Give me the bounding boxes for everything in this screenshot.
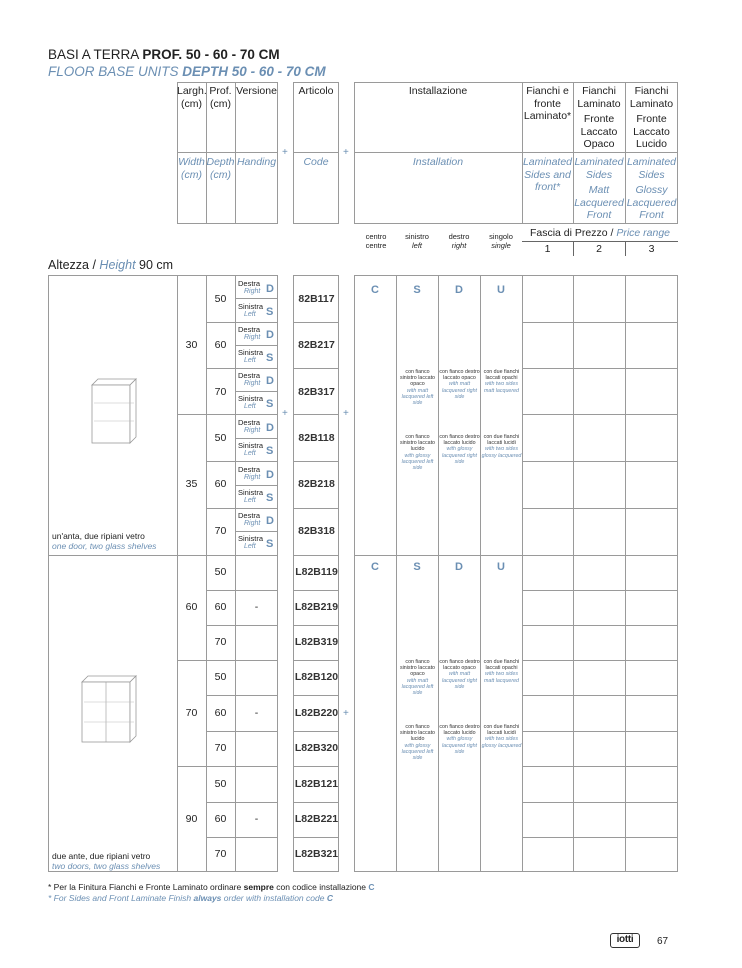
note-it: con fianco destro laccato opaco: [439, 659, 480, 672]
price-range-3: 3: [648, 243, 655, 255]
plus-sign: +: [343, 408, 349, 419]
depth-value: 70: [214, 848, 227, 860]
version-code-d: D: [266, 469, 274, 481]
height-label-en: Height: [99, 258, 136, 272]
note-matt-right: [439, 369, 480, 400]
version-left-it: Sinistra: [238, 441, 264, 450]
title-en-bold: DEPTH 50 - 60 - 70 CM: [182, 64, 326, 79]
version-left-en: Left: [244, 497, 256, 504]
note-matt-right: [439, 659, 480, 690]
version-code-s: S: [266, 352, 274, 364]
version-right: [238, 280, 260, 296]
version-code-d: D: [266, 422, 274, 434]
price-range-label: [522, 227, 678, 239]
article-code: L82B119: [295, 566, 338, 578]
install-code-it: sinistro: [405, 232, 429, 241]
depth-value: 60: [214, 601, 227, 613]
version-right: [238, 419, 260, 435]
header-installation-it: Installazione: [408, 85, 468, 97]
version-right: [238, 326, 260, 342]
note-matt-two: [481, 659, 522, 684]
depth-value: 50: [214, 778, 227, 790]
note-glossy-left: [397, 724, 438, 761]
install-code-it: destro: [448, 232, 470, 241]
article-code: L82B219: [294, 601, 339, 613]
article-code: 82B217: [298, 339, 335, 351]
version-left-it: Sinistra: [238, 394, 264, 403]
section1-desc-it: un'anta, due ripiani vetro: [52, 531, 145, 541]
note-en: with matt lacquered right side: [441, 381, 478, 400]
version-right-it: Destra: [238, 465, 261, 474]
price-range-2: 2: [596, 243, 602, 255]
note-en: with glossy lacquered left side: [401, 742, 434, 762]
install-code-en: right: [451, 241, 467, 250]
version-right: [238, 372, 260, 388]
width-value: 30: [185, 339, 198, 351]
footnote-en-c: order with installation code: [223, 893, 325, 903]
plus-sign: +: [343, 147, 349, 158]
note-glossy-two: [481, 724, 522, 749]
version-left-it: Sinistra: [238, 534, 264, 543]
version-right-en: Right: [244, 427, 261, 434]
note-en: with matt lacquered right side: [441, 671, 478, 690]
version-left-it: Sinistra: [238, 348, 264, 357]
version-left: [238, 303, 263, 319]
single-door-cabinet-illustration: [88, 375, 140, 447]
version-right-en: Right: [244, 288, 261, 295]
height-label: [48, 258, 173, 272]
footnote-en-a: * For Sides and Front Laminate Finish: [48, 893, 192, 903]
version-left-en: Left: [244, 403, 256, 410]
version-left-it: Sinistra: [238, 302, 264, 311]
install-code-centre: [356, 232, 396, 250]
install-code-it: centro: [365, 232, 387, 241]
note-en: with two sides glossy lacquered: [481, 446, 522, 459]
article-code: L82B120: [294, 671, 339, 683]
version-left: [238, 349, 263, 365]
header-col2-it-a: Fianchi Laminato: [577, 85, 621, 110]
section1-desc-en: one door, two glass shelves: [52, 541, 157, 551]
article-code: L82B320: [294, 742, 339, 754]
version-right-en: Right: [244, 380, 261, 387]
version-right-it: Destra: [238, 371, 261, 380]
title-en: FLOOR BASE UNITS: [48, 64, 179, 79]
version-right-it: Destra: [238, 511, 261, 520]
version-code-d: D: [266, 375, 274, 387]
price-label-en: Price range: [616, 227, 671, 239]
note-matt-left: [397, 369, 438, 406]
install-letter-d: D: [455, 561, 463, 573]
install-letter-c: C: [371, 561, 379, 573]
note-en: with matt lacquered left side: [401, 387, 434, 407]
version-left-en: Left: [244, 311, 256, 318]
install-code-en: left: [411, 241, 422, 250]
version-code-s: S: [266, 538, 274, 550]
version-left: [238, 535, 263, 551]
note-it: con fianco destro laccato opaco: [439, 369, 480, 382]
footnote-it-d: C: [368, 882, 375, 892]
note-en: with two sides glossy lacquered: [481, 736, 522, 749]
note-it: con due fianchi laccati lucidi: [483, 724, 520, 737]
version-code-s: S: [266, 306, 274, 318]
header-handing-en: Handing: [236, 156, 277, 168]
install-code-it: singolo: [489, 232, 513, 241]
note-glossy-left: [397, 434, 438, 471]
header-width-en: Width (cm): [178, 156, 205, 181]
footnote-it-a: * Per la Finitura Fianchi e Fronte Laminato ordinare: [48, 882, 242, 892]
double-door-cabinet-illustration: [78, 672, 142, 746]
header-col3-it-b: Fronte Laccato Lucido: [633, 113, 670, 150]
header-col1-it: Fianchi e fronte Laminato*: [523, 85, 572, 122]
header-col2-en-b: Matt Lacquered Front: [574, 184, 624, 221]
header-depth-en: Depth (cm): [206, 156, 235, 181]
note-it: con due fianchi laccati opachi: [483, 659, 520, 672]
header-col3-en-b: Glossy Lacquered Front: [626, 184, 677, 221]
version-right-en: Right: [244, 334, 261, 341]
footnote-it-b: sempre: [243, 882, 274, 892]
section2-description: [52, 851, 160, 871]
version-right-en: Right: [244, 474, 261, 481]
header-width-it: Largh. (cm): [177, 85, 207, 110]
note-en: with glossy lacquered right side: [441, 446, 478, 465]
note-glossy-right: [439, 724, 480, 755]
article-code: 82B117: [298, 293, 335, 305]
width-value: 35: [185, 478, 198, 490]
version-right: [238, 466, 260, 482]
depth-value: 70: [214, 636, 227, 648]
version-left-en: Left: [244, 450, 256, 457]
note-en: with glossy lacquered left side: [401, 452, 434, 472]
footnote: [48, 882, 375, 904]
version-right-it: Destra: [238, 325, 261, 334]
header-col3-en-a: Laminated Sides: [626, 156, 677, 181]
version-right-it: Destra: [238, 418, 261, 427]
version-right: [238, 512, 260, 528]
note-it: con fianco destro laccato lucido: [439, 434, 480, 447]
article-code: 82B218: [298, 478, 335, 490]
header-col3-it-a: Fianchi Laminato: [629, 85, 674, 110]
version-code-d: D: [266, 283, 274, 295]
header-version-it: Versione: [236, 85, 277, 97]
width-value: 60: [185, 601, 198, 613]
footnote-en: [48, 893, 375, 904]
depth-value: 60: [214, 813, 227, 825]
install-letter-u: U: [497, 561, 505, 573]
version-none: -: [254, 707, 259, 719]
note-it: con fianco sinistro laccato opaco: [399, 369, 436, 388]
install-code-en: centre: [365, 241, 387, 250]
header-depth-it: Prof. (cm): [209, 85, 232, 110]
depth-value: 50: [214, 293, 227, 305]
header-col3-it: [625, 85, 678, 151]
version-left: [238, 442, 263, 458]
article-code: L82B321: [294, 848, 339, 860]
article-code: 82B118: [298, 432, 335, 444]
version-left: [238, 395, 263, 411]
brand-logo-text: iotti: [616, 934, 634, 945]
note-glossy-right: [439, 434, 480, 465]
version-right-en: Right: [244, 520, 261, 527]
version-left-en: Left: [244, 543, 256, 550]
height-label-it: Altezza /: [48, 258, 96, 272]
install-code-en: single: [491, 241, 511, 250]
header-col2-en: [573, 156, 625, 222]
install-letter-s: S: [413, 561, 421, 573]
page-number: 67: [657, 936, 669, 947]
title-it: BASI A TERRA: [48, 47, 139, 62]
depth-value: 70: [214, 386, 227, 398]
depth-value: 70: [214, 742, 227, 754]
version-left-en: Left: [244, 357, 256, 364]
note-it: con due fianchi laccati opachi: [483, 369, 520, 382]
version-code-d: D: [266, 329, 274, 341]
brand-logo: [610, 933, 640, 948]
install-letter-c: C: [371, 284, 379, 296]
install-code-left: [397, 232, 437, 250]
version-right-it: Destra: [238, 279, 261, 288]
header-article-it: Articolo: [298, 85, 334, 97]
note-matt-two: [481, 369, 522, 394]
height-value: 90 cm: [139, 258, 174, 272]
depth-value: 60: [214, 478, 227, 490]
article-code: L82B319: [294, 636, 339, 648]
note-it: con fianco destro laccato lucido: [439, 724, 480, 737]
version-code-d: D: [266, 515, 274, 527]
note-en: with matt lacquered left side: [401, 677, 434, 697]
header-installation-en: Installation: [412, 156, 464, 168]
version-left: [238, 489, 263, 505]
header-col3-en: [625, 156, 678, 222]
page-title: [48, 47, 280, 62]
note-en: with glossy lacquered right side: [441, 736, 478, 755]
version-none: -: [254, 813, 259, 825]
version-code-s: S: [266, 398, 274, 410]
section2-desc-en: two doors, two glass shelves: [52, 861, 161, 871]
width-value: 70: [185, 707, 198, 719]
plus-sign: +: [282, 147, 288, 158]
article-code: L82B221: [294, 813, 339, 825]
install-code-right: [439, 232, 479, 250]
depth-value: 60: [214, 707, 227, 719]
footnote-it: [48, 882, 375, 893]
header-col1-en: Laminated Sides and front*: [522, 156, 573, 193]
depth-value: 50: [214, 566, 227, 578]
depth-value: 50: [214, 671, 227, 683]
plus-sign: +: [343, 708, 349, 719]
install-letter-d: D: [455, 284, 463, 296]
install-code-single: [481, 232, 521, 250]
depth-value: 70: [214, 525, 227, 537]
footnote-it-c: con codice installazione: [276, 882, 367, 892]
page-subtitle: [48, 64, 326, 79]
note-en: with two sides matt lacquered: [483, 671, 520, 684]
note-it: con fianco sinistro laccato opaco: [399, 659, 436, 678]
width-value: 90: [185, 813, 198, 825]
header-col2-en-a: Laminated Sides: [574, 156, 624, 181]
version-code-s: S: [266, 445, 274, 457]
install-letter-s: S: [413, 284, 421, 296]
article-code: 82B318: [298, 525, 335, 537]
header-col2-it-b: Fronte Laccato Opaco: [580, 113, 618, 150]
section2-desc-it: due ante, due ripiani vetro: [52, 851, 151, 861]
version-none: -: [254, 601, 259, 613]
note-it: con fianco sinistro laccato lucido: [399, 724, 436, 743]
article-code: 82B317: [298, 386, 335, 398]
header-code-en: Code: [303, 156, 329, 168]
note-glossy-two: [481, 434, 522, 459]
plus-sign: +: [282, 408, 288, 419]
note-matt-left: [397, 659, 438, 696]
section1-description: [52, 531, 156, 551]
version-left-it: Sinistra: [238, 488, 264, 497]
title-it-bold: PROF. 50 - 60 - 70 CM: [142, 47, 280, 62]
price-label-it: Fascia di Prezzo /: [529, 227, 614, 239]
install-letter-u: U: [497, 284, 505, 296]
depth-value: 50: [214, 432, 227, 444]
version-code-s: S: [266, 492, 274, 504]
header-col2-it: [573, 85, 625, 151]
article-code: L82B121: [294, 778, 339, 790]
depth-value: 60: [214, 339, 227, 351]
article-code: L82B220: [294, 707, 339, 719]
footnote-en-d: C: [326, 893, 333, 903]
note-it: con fianco sinistro laccato lucido: [399, 434, 436, 453]
note-it: con due fianchi laccati lucidi: [483, 434, 520, 447]
price-range-1: 1: [544, 243, 551, 255]
note-en: with two sides matt lacquered: [483, 381, 520, 394]
footnote-en-b: always: [193, 893, 222, 903]
